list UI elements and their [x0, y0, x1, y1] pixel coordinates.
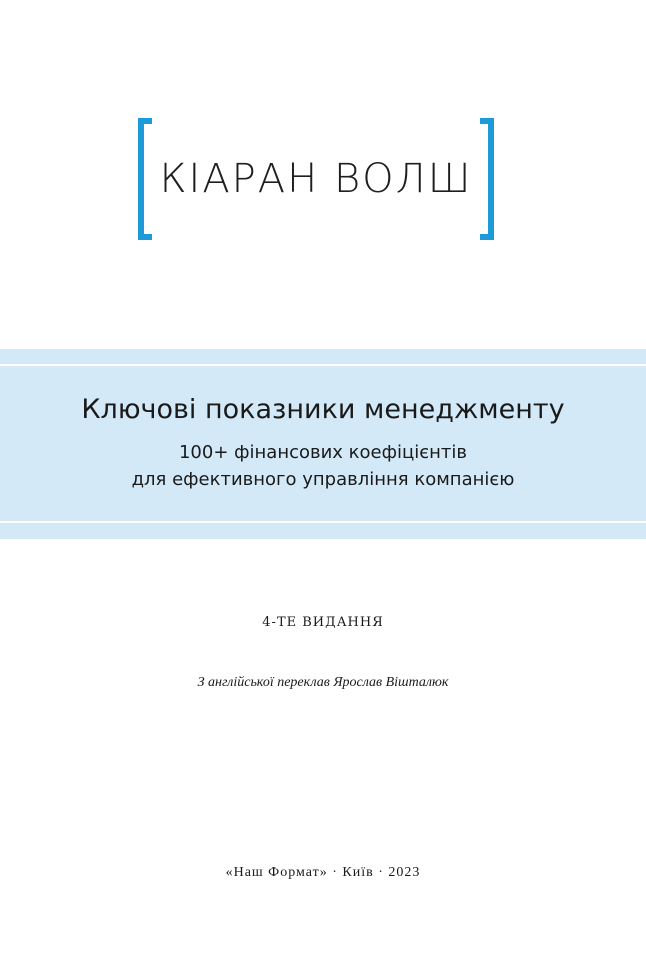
- book-title: Ключові показники менеджменту: [81, 394, 565, 425]
- edition-label: 4-ТЕ ВИДАННЯ: [262, 615, 384, 630]
- title-band: [0, 349, 646, 539]
- translator-credit: З англійської переклав Ярослав Вішталюк: [197, 675, 449, 690]
- author-block: [138, 118, 494, 240]
- author-name: КІАРАН ВОЛШ: [159, 156, 473, 202]
- subtitle-line-1: 100+ фінансових коефіцієнтів: [178, 442, 468, 463]
- subtitle-line-2: для ефективного управління компанією: [131, 469, 515, 490]
- right-bracket: [480, 118, 494, 240]
- publisher-imprint: «Наш Формат» · Київ · 2023: [225, 865, 421, 880]
- band-divider-bottom: [0, 521, 646, 523]
- band-divider-top: [0, 364, 646, 366]
